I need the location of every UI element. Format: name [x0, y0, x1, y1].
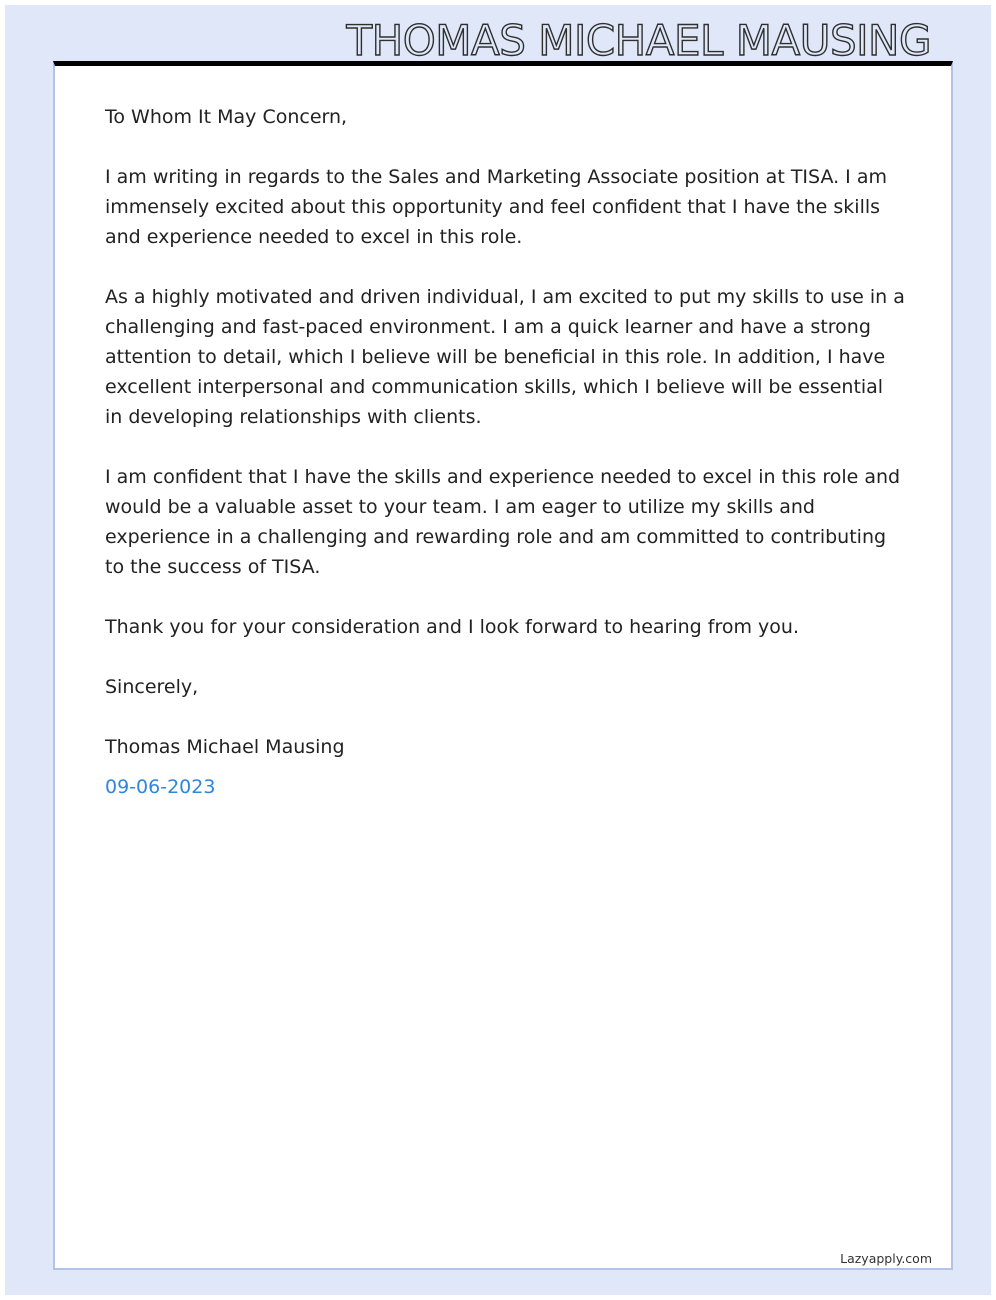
- letter-paragraph: Thank you for your consideration and I look forward to hearing from you.: [105, 616, 799, 638]
- cover-letter-body: [105, 102, 905, 802]
- page-frame: [5, 5, 991, 1295]
- letter-paragraph: I am writing in regards to the Sales and Marketing Associate position at TISA. I am immensely excited about this opportunity and feel confident that I have the skills and experience needed to excel in this role.: [105, 166, 887, 248]
- letter-paragraph: As a highly motivated and driven individual, I am excited to put my skills to use in a challenging and fast-paced environment. I am a quick learner and have a strong attention to detail, which I believe will be beneficial in this role. In addition, I have excellent interpersonal and communication skills, which I believe will be essential in developing relationships with clients.: [105, 286, 905, 428]
- salutation: To Whom It May Concern,: [105, 106, 348, 128]
- letter-paragraph: I am confident that I have the skills and experience needed to excel in this role and would be a valuable asset to your team. I am eager to utilize my skills and experience in a challenging and rewarding role and am committed to contributing to the success of TISA.: [105, 466, 901, 578]
- signature-name: Thomas Michael Mausing: [105, 736, 345, 758]
- footer-brand: Lazyapply.com: [840, 1251, 932, 1266]
- applicant-name-header: THOMAS MICHAEL MAUSING: [346, 16, 931, 65]
- letter-date: 09-06-2023: [105, 776, 216, 798]
- closing: Sincerely,: [105, 676, 199, 698]
